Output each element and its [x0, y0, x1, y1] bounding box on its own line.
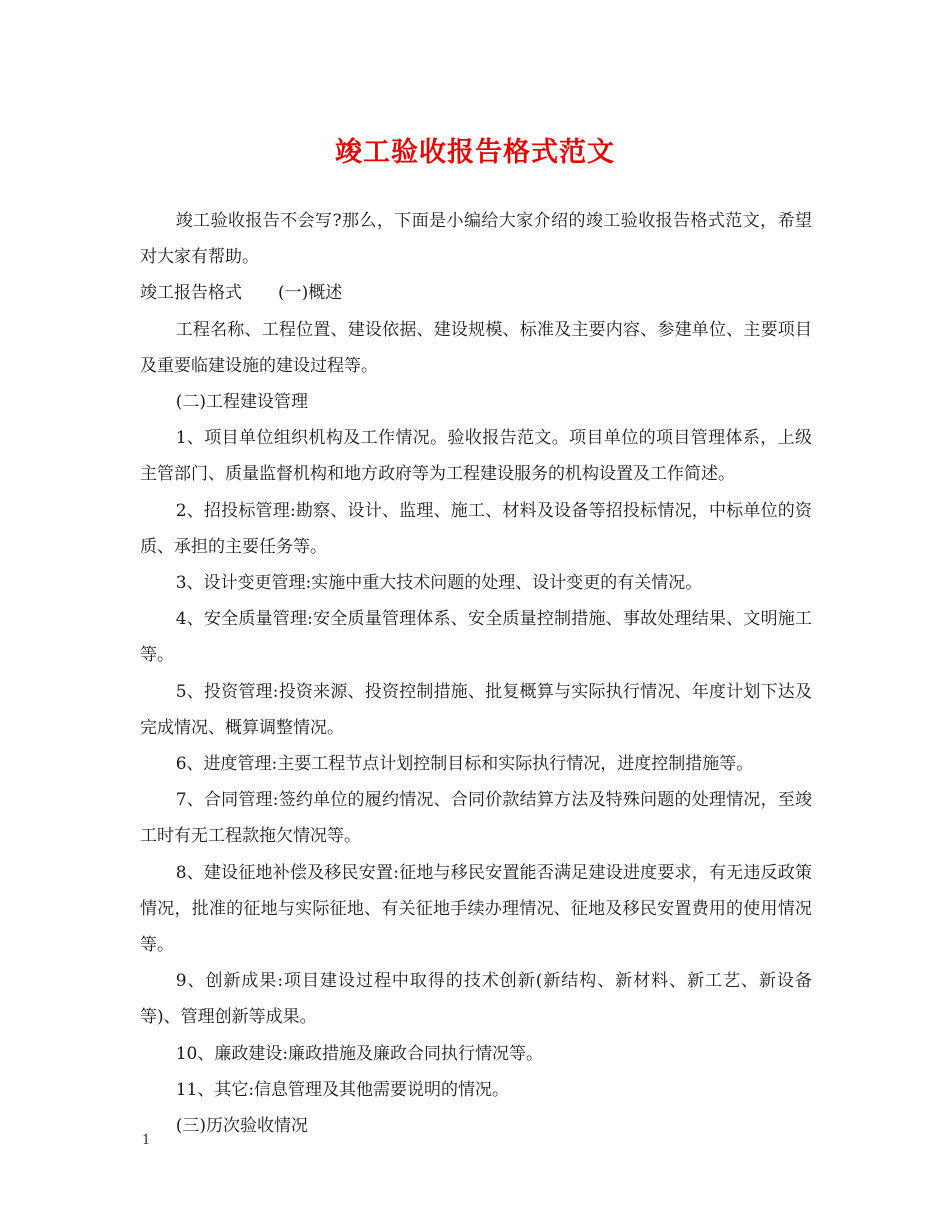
- section3-heading: (三)历次验收情况: [175, 1116, 308, 1137]
- document-body: [140, 203, 812, 1144]
- list-item: 9、创新成果:项目建设过程中取得的技术创新(新结构、新材料、新工艺、新设备等)、管理创新等成果。: [140, 971, 812, 1028]
- document-title: 竣工验收报告格式范文: [335, 137, 615, 168]
- list-item: 2、招投标管理:勘察、设计、监理、施工、材料及设备等招投标情况，中标单位的资质、承担的主要任务等。: [140, 500, 812, 557]
- list-item: 8、建设征地补偿及移民安置:征地与移民安置能否满足建设进度要求，有无违反政策情况，批准的征地与实际征地、有关征地手续办理情况、征地及移民安置费用的使用情况等。: [140, 862, 812, 956]
- intro-paragraph: 竣工验收报告不会写?那么，下面是小编给大家介绍的竣工验收报告格式范文，希望对大家有帮助。: [140, 211, 812, 268]
- page-number: 1: [142, 1133, 151, 1148]
- list-item: 1、项目单位组织机构及工作情况。验收报告范文。项目单位的项目管理体系，上级主管部门、质量监督机构和地方政府等为工程建设服务的机构设置及工作简述。: [140, 428, 812, 485]
- section-label: 竣工报告格式: [140, 283, 242, 304]
- section-label-line: [140, 275, 812, 311]
- list-item: 7、合同管理:签约单位的履约情况、合同价款结算方法及特殊问题的处理情况，至竣工时有无工程款拖欠情况等。: [140, 790, 812, 847]
- section1-text: 工程名称、工程位置、建设依据、建设规模、标准及主要内容、参建单位、主要项目及重要临建设施的建设过程等。: [140, 319, 812, 376]
- list-item: 6、进度管理:主要工程节点计划控制目标和实际执行情况，进度控制措施等。: [175, 754, 754, 775]
- list-item: 3、设计变更管理:实施中重大技术问题的处理、设计变更的有关情况。: [175, 573, 703, 594]
- list-item: 11、其它:信息管理及其他需要说明的情况。: [175, 1079, 510, 1100]
- list-item: 4、安全质量管理:安全质量管理体系、安全质量控制措施、事故处理结果、文明施工等。: [140, 609, 812, 666]
- list-item: 10、廉政建设:廉政措施及廉政合同执行情况等。: [175, 1043, 544, 1064]
- section1-heading: (一)概述: [278, 283, 343, 304]
- section2-heading: (二)工程建设管理: [175, 392, 308, 413]
- list-item: 5、投资管理:投资来源、投资控制措施、批复概算与实际执行情况、年度计划下达及完成情况、概算调整情况。: [140, 681, 812, 738]
